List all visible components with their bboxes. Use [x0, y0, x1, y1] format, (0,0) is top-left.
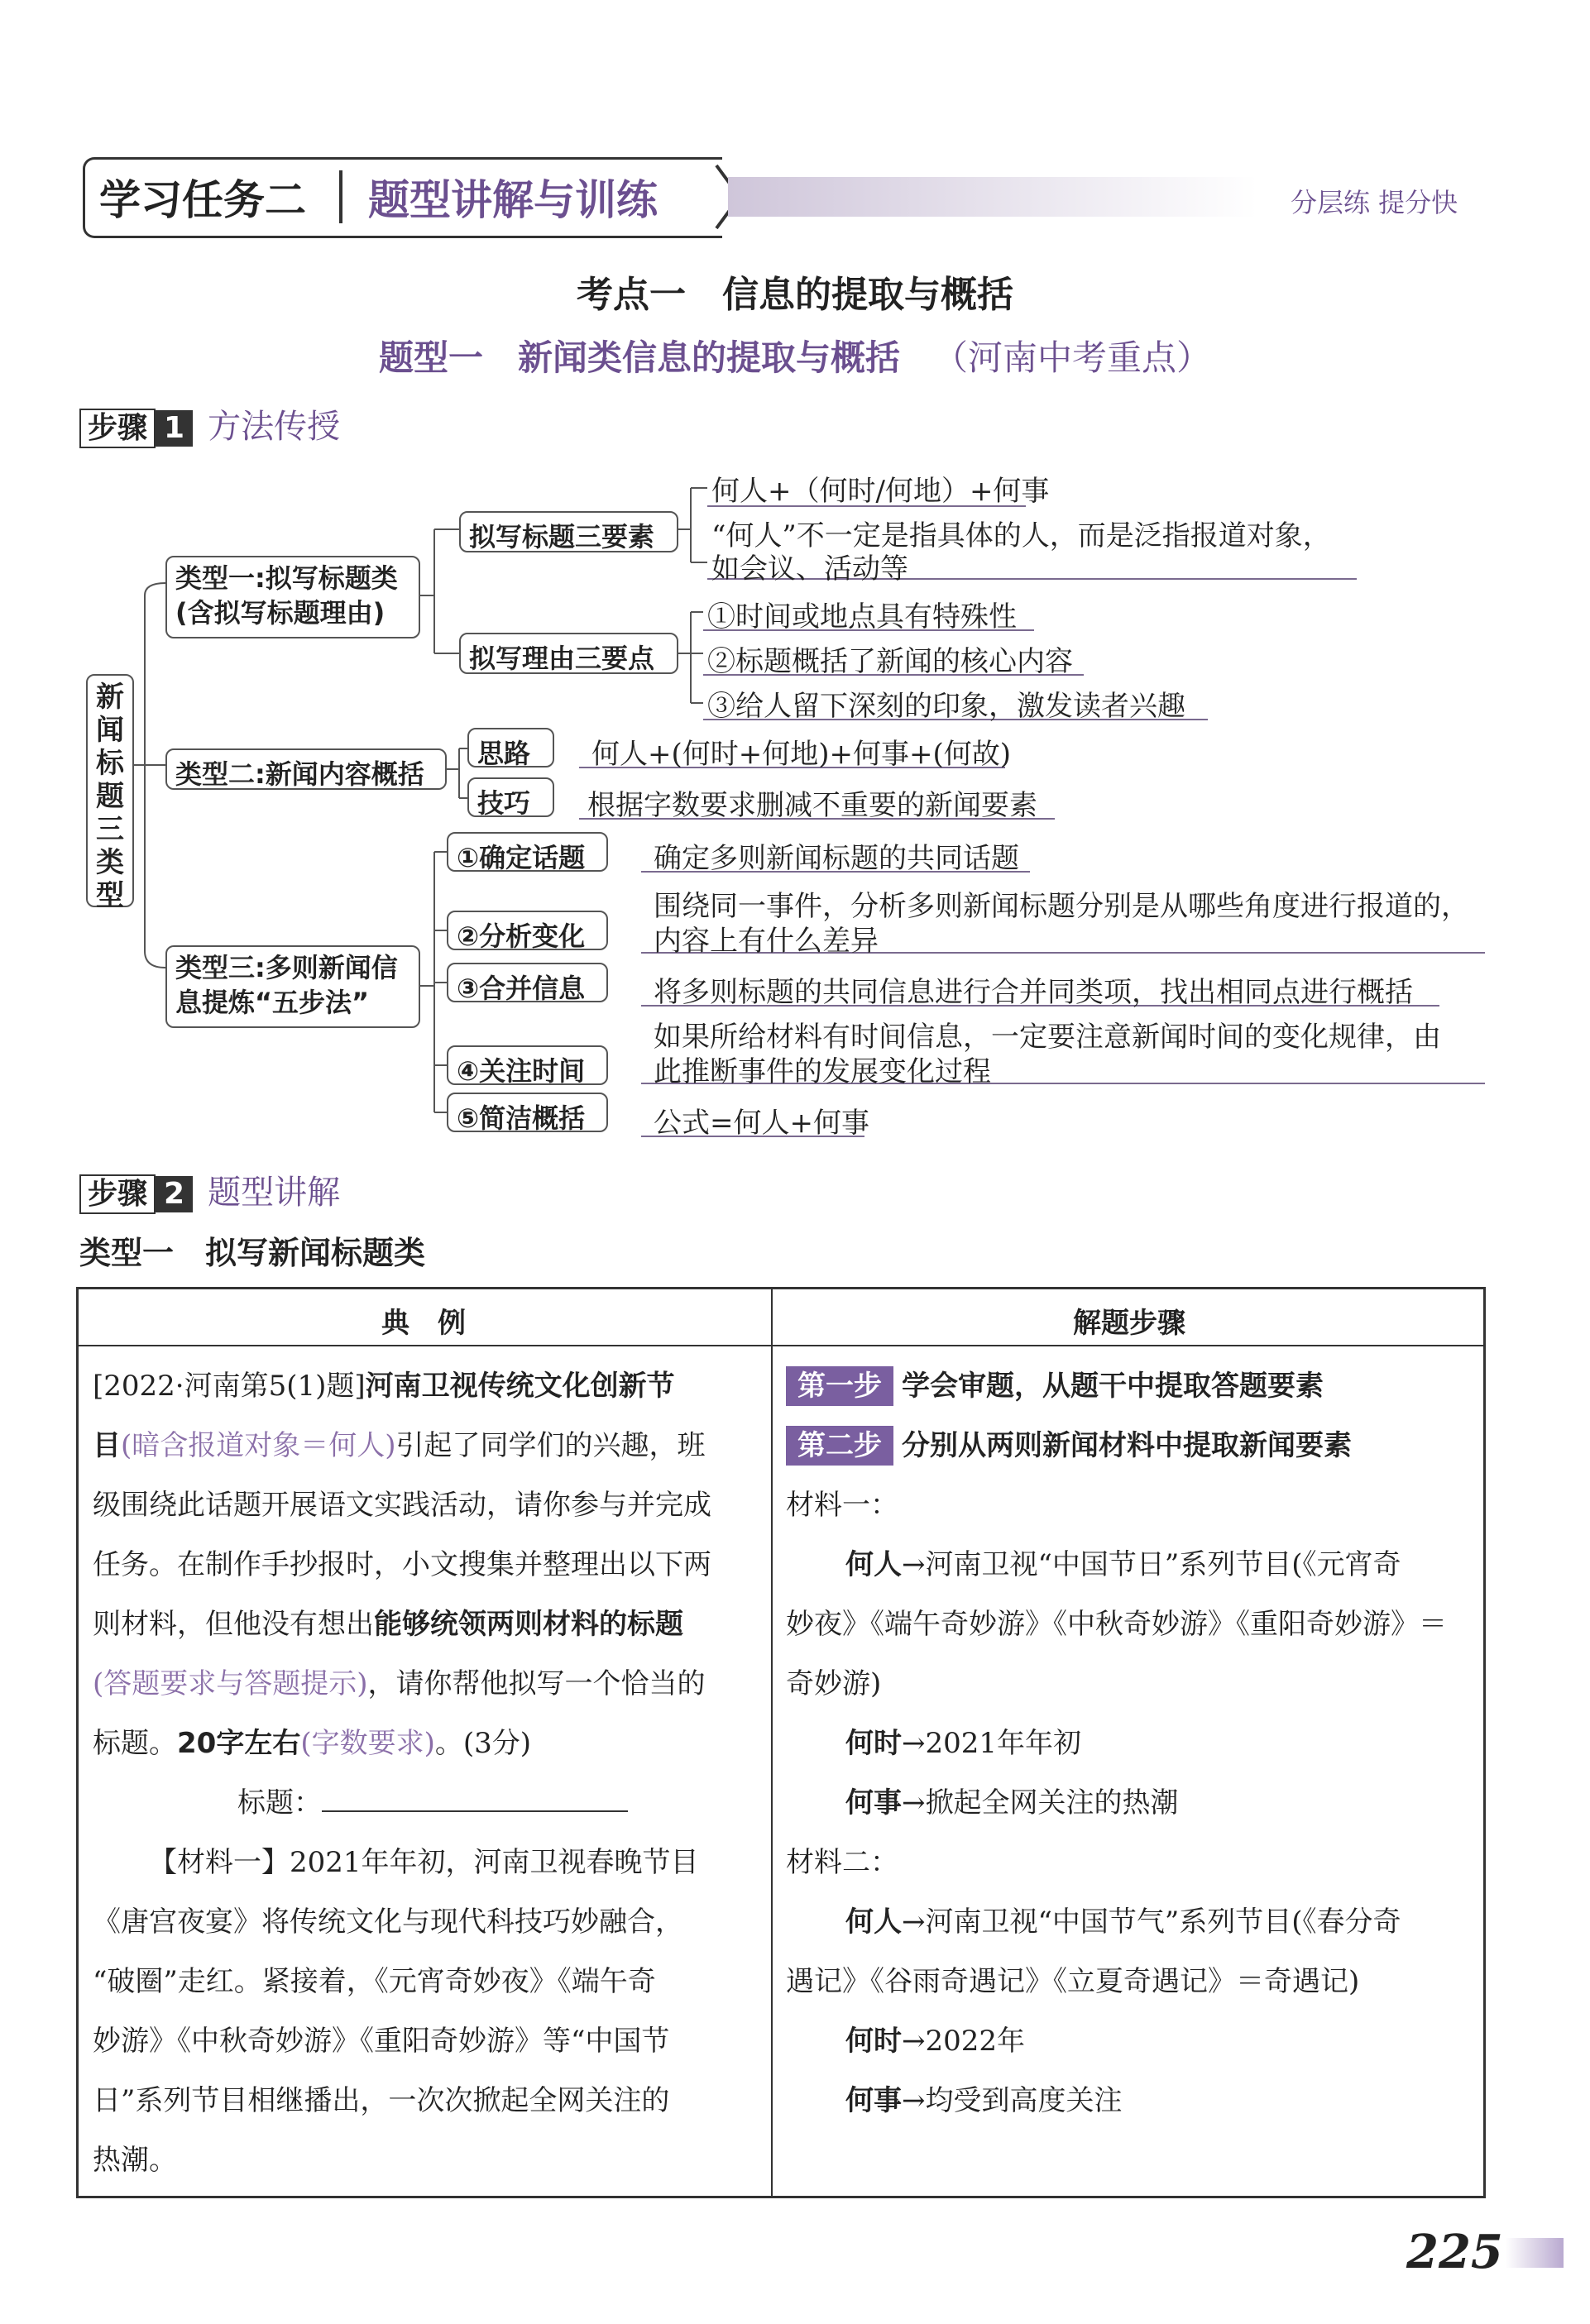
- r2-val: →2021年年初: [902, 1727, 1082, 1760]
- mindmap-type2-sub1-text: 何人+(何时+何地)+何事+(何故): [591, 738, 1012, 771]
- tixing-title-text: 题型一 新闻类信息的提取与概括: [378, 337, 900, 378]
- r2-key: 何时: [845, 1727, 902, 1760]
- r-line1d: 奇妙游): [786, 1667, 882, 1700]
- mindmap-type1-sub1-line1: 何人+（何时/何地）+何事: [711, 475, 1050, 508]
- mindmap-step3: ③合并信息: [447, 963, 608, 1002]
- q-line5-a: 则材料，但他没有想出: [93, 1608, 374, 1641]
- step1-num: 1: [156, 410, 193, 447]
- r-line6: [786, 2071, 1473, 2130]
- mindmap-step1: ①确定话题: [447, 832, 608, 872]
- q-line4: 任务。在制作手抄报时，小文搜集并整理出以下两: [93, 1548, 711, 1581]
- r-line1: [786, 1535, 1473, 1595]
- mindmap-step5: ⑤简洁概括: [447, 1093, 608, 1132]
- r6-key: 何事: [845, 2084, 902, 2117]
- section-title: 题型讲解与训练: [368, 176, 658, 224]
- r3-key: 何事: [845, 1786, 902, 1820]
- q-line7: [93, 1714, 767, 1773]
- material2-label: 材料二：: [786, 1846, 898, 1879]
- mindmap-step1-text: 确定多则新闻标题的共同话题: [654, 842, 1019, 875]
- step2-heading: [79, 1166, 340, 1214]
- title-label: 标题：: [237, 1786, 322, 1820]
- r-line4c: 遇记》《谷雨奇遇记》《立夏奇遇记》＝奇遇记): [786, 1965, 1360, 1998]
- mindmap-type2-sub2: 技巧: [467, 777, 554, 817]
- mindmap-type2: 类型二:新闻内容概括: [165, 748, 447, 790]
- q-line3: 级围绕此话题开展语文实践活动，请你参与并完成: [93, 1489, 711, 1522]
- kaodian-title: 考点一 信息的提取与概括: [577, 274, 1013, 316]
- r5-key: 何时: [845, 2025, 902, 2058]
- m-line6: 热潮。: [93, 2144, 177, 2177]
- q-topic-end: 目: [93, 1429, 121, 1462]
- mindmap-type1-sub2-line2: ②标题概括了新闻的核心内容: [707, 645, 1073, 678]
- mindmap-step2-text-b: 内容上有什么差异: [654, 925, 879, 958]
- step1-label: 方法传授: [208, 408, 341, 446]
- r4-val: →河南卫视“中国节气”系列节目(《春分奇: [902, 1906, 1401, 1939]
- mindmap-type1: 类型一:拟写标题类 (含拟写标题理由): [165, 556, 420, 638]
- q-line5: [93, 1595, 767, 1654]
- title-answer-blank[interactable]: [322, 1786, 628, 1812]
- page-number: 225: [1406, 2225, 1503, 2279]
- mindmap-step2: ②分析变化: [447, 911, 608, 950]
- q-source: [2022·河南第5(1)题]: [93, 1370, 366, 1403]
- mindmap-step2-text-a: 围绕同一事件，分析多则新闻标题分别是从哪些角度进行报道的，: [654, 890, 1469, 923]
- mindmap-type2-sub2-text: 根据字数要求删减不重要的新闻要素: [587, 789, 1037, 822]
- mindmap-step4: ④关注时间: [447, 1045, 608, 1085]
- q-hint2: (答题要求与答题提示): [93, 1667, 368, 1700]
- tixing-note: （河南中考重点）: [933, 337, 1212, 378]
- q-score: 。(3分): [434, 1727, 532, 1760]
- solution-step1: [786, 1356, 1473, 1416]
- q-requirement: 能够统领两则材料的标题: [374, 1608, 683, 1641]
- r-line4: [786, 1892, 1473, 1952]
- mindmap-step4-text-b: 此推断事件的发展变化过程: [654, 1055, 991, 1088]
- m-line2: 《唐宫夜宴》将传统文化与现代科技巧妙融合，: [93, 1906, 683, 1939]
- r4-key: 何人: [845, 1906, 902, 1939]
- step1-text: 学会审题，从题干中提取答题要素: [902, 1370, 1324, 1403]
- r1-key: 何人: [845, 1548, 902, 1581]
- q-line2: [93, 1416, 767, 1475]
- q-topic: 河南卫视传统文化创新节: [365, 1370, 675, 1403]
- header-slogan: 分层练 提分快: [1291, 187, 1458, 218]
- q-hint3: (字数要求): [300, 1727, 435, 1760]
- q-line6-rest: ，请你帮他拟写一个恰当的: [367, 1667, 706, 1700]
- mindmap-root: 新闻标题三类型: [86, 674, 134, 907]
- leixing1-title: 类型一 拟写新闻标题类: [79, 1235, 426, 1271]
- mindmap-type1-sub1: 拟写标题三要素: [459, 511, 678, 552]
- page-number-bar: [1506, 2238, 1564, 2268]
- step1-badge: 第一步: [786, 1366, 893, 1406]
- m-line4: 妙游》《中秋奇妙游》《重阳奇妙游》等“中国节: [93, 2025, 670, 2058]
- step2-text: 分别从两则新闻材料中提取新闻要素: [902, 1429, 1352, 1462]
- solution-step2: [786, 1416, 1473, 1475]
- q-line2-rest: 引起了同学们的兴趣，班: [395, 1429, 706, 1462]
- step1-box: 步骤: [79, 409, 156, 448]
- r3-val: →掀起全网关注的热潮: [902, 1786, 1179, 1820]
- mindmap-type1-sub2-line3: ③给人留下深刻的印象，激发读者兴趣: [707, 690, 1185, 723]
- table-column-divider: [771, 1287, 773, 2198]
- r-line1c: 妙夜》《端午奇妙游》《中秋奇妙游》《重阳奇妙游》＝: [786, 1608, 1447, 1641]
- solution-steps: [786, 1356, 1473, 2130]
- step2-num: 2: [156, 1176, 193, 1212]
- q-word-limit: 20字左右: [177, 1727, 301, 1760]
- mindmap-type1-sub2: 拟写理由三要点: [459, 633, 678, 674]
- r-line5: [786, 2011, 1473, 2071]
- table-col2-header: 解题步骤: [1073, 1307, 1185, 1340]
- mindmap-step5-text: 公式=何人+何事: [654, 1107, 869, 1140]
- q-line8: [93, 1773, 767, 1833]
- mindmap-type1-sub1-line2a: “何人”不一定是指具体的人，而是泛指报道对象，: [711, 519, 1331, 552]
- m-line5: 日”系列节目相继播出，一次次掀起全网关注的: [93, 2084, 670, 2117]
- q-line1: [93, 1356, 767, 1416]
- q-line7-a: 标题。: [93, 1727, 177, 1760]
- mindmap-type2-sub1: 思路: [467, 728, 554, 767]
- example-question: [93, 1356, 767, 2190]
- r-line2: [786, 1714, 1473, 1773]
- m-line3: “破圈”走红。紧接着，《元宵奇妙夜》《端午奇: [93, 1965, 656, 1998]
- step2-label: 题型讲解: [208, 1174, 341, 1212]
- material1-label: 材料一：: [786, 1489, 898, 1522]
- mindmap-type3: 类型三:多则新闻信 息提炼“五步法”: [165, 945, 420, 1028]
- r5-val: →2022年: [902, 2025, 1026, 2058]
- r1-val: →河南卫视“中国节日”系列节目(《元宵奇: [902, 1548, 1401, 1581]
- mindmap-type1-sub1-line2b: 如会议、活动等: [711, 552, 908, 586]
- mindmap-step4-text-a: 如果所给材料有时间信息，一定要注意新闻时间的变化规律，由: [654, 1021, 1441, 1054]
- table-header-divider: [76, 1345, 1486, 1346]
- q-line6: [93, 1654, 767, 1714]
- r6-val: →均受到高度关注: [902, 2084, 1123, 2117]
- mindmap-type1-sub2-line1: ①时间或地点具有特殊性: [707, 600, 1017, 634]
- step2-badge: 第二步: [786, 1426, 893, 1466]
- table-col1-header: 典 例: [381, 1307, 466, 1340]
- m-line1: 【材料一】2021年年初，河南卫视春晚节目: [149, 1846, 699, 1879]
- r-line3: [786, 1773, 1473, 1833]
- mindmap-step3-text: 将多则标题的共同信息进行合并同类项，找出相同点进行概括: [654, 976, 1413, 1009]
- step2-box: 步骤: [79, 1174, 156, 1214]
- section-task-label: 学习任务二: [99, 176, 306, 224]
- q-hint1: (暗含报道对象＝何人): [121, 1429, 396, 1462]
